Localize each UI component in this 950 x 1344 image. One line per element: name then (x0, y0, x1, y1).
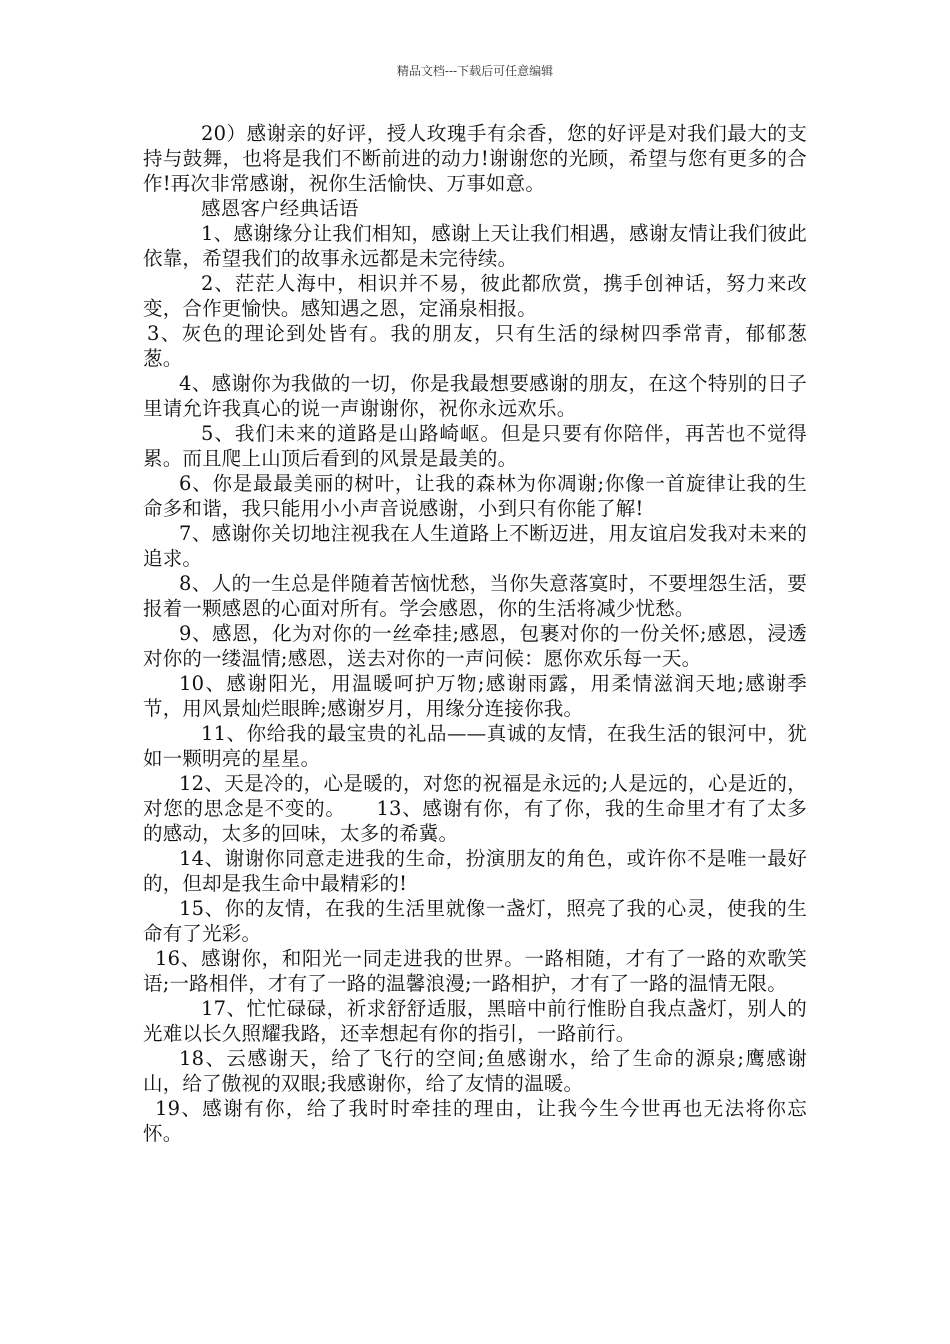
section-heading: 感恩客户经典话语 (201, 197, 359, 220)
paragraph-6: 6、你是最最美丽的树叶，让我的森林为你凋谢;你像一首旋律让我的生命多和谐，我只能用小小声音说感谢，小到只有你能了解! (143, 472, 807, 520)
paragraph-15: 15、你的友情，在我的生活里就像一盏灯，照亮了我的心灵，使我的生命有了光彩。 (143, 897, 807, 945)
paragraph-7: 7、感谢你关切地注视我在人生道路上不断迈进，用友谊启发我对未来的追求。 (143, 522, 807, 570)
paragraph-19: 19、感谢有你，给了我时时牵挂的理由，让我今生今世再也无法将你忘怀。 (143, 1097, 807, 1145)
paragraph-20: 20）感谢亲的好评，授人玫瑰手有余香，您的好评是对我们最大的支持与鼓舞，也将是我们不断前进的动力!谢谢您的光顾，希望与您有更多的合作!再次非常感谢，祝你生活愉快、万事如意。 (143, 122, 807, 195)
paragraph-3: 3、灰色的理论到处皆有。我的朋友，只有生活的绿树四季常青，郁郁葱葱。 (143, 322, 807, 370)
paragraph-9: 9、感恩，化为对你的一丝牵挂;感恩，包裹对你的一份关怀;感恩，浸透对你的一缕温情;感恩，送去对你的一声问候：愿你欢乐每一天。 (143, 622, 807, 670)
paragraph-18: 18、云感谢天，给了飞行的空间;鱼感谢水，给了生命的源泉;鹰感谢山，给了傲视的双眼;我感谢你，给了友情的温暖。 (143, 1047, 807, 1095)
paragraph-5: 5、我们未来的道路是山路崎岖。但是只要有你陪伴，再苦也不觉得累。而且爬上山顶后看到的风景是最美的。 (143, 422, 807, 470)
paragraph-1: 1、感谢缘分让我们相知，感谢上天让我们相遇，感谢友情让我们彼此依靠，希望我们的故事永远都是未完待续。 (143, 222, 807, 270)
paragraph-14: 14、谢谢你同意走进我的生命，扮演朋友的角色，或许你不是唯一最好的，但却是我生命中最精彩的! (143, 847, 807, 895)
paragraph-17: 17、忙忙碌碌，祈求舒舒适服，黑暗中前行惟盼自我点盏灯，别人的光难以长久照耀我路，还幸想起有你的指引，一路前行。 (143, 997, 807, 1045)
paragraph-16: 16、感谢你，和阳光一同走进我的世界。一路相随，才有了一路的欢歌笑语;一路相伴，才有了一路的温馨浪漫;一路相护，才有了一路的温情无限。 (143, 947, 807, 995)
paragraph-8: 8、人的一生总是伴随着苦恼忧愁，当你失意落寞时，不要埋怨生活，要报着一颗感恩的心面对所有。学会感恩，你的生活将减少忧愁。 (143, 572, 807, 620)
paragraph-11: 11、你给我的最宝贵的礼品——真诚的友情，在我生活的银河中，犹如一颗明亮的星星。 (143, 722, 807, 770)
page-header: 精品文档---下载后可任意编辑 (396, 64, 554, 78)
document-body (143, 121, 807, 1146)
paragraph-12-13: 12、天是冷的，心是暖的，对您的祝福是永远的;人是远的，心是近的，对您的思念是不变的。 13、感谢有你，有了你，我的生命里才有了太多的感动，太多的回味，太多的希冀。 (143, 772, 807, 845)
paragraph-4: 4、感谢你为我做的一切，你是我最想要感谢的朋友，在这个特别的日子里请允许我真心的说一声谢谢你，祝你永远欢乐。 (143, 372, 807, 420)
paragraph-2: 2、茫茫人海中，相识并不易，彼此都欣赏，携手创神话，努力来改变，合作更愉快。感知遇之恩，定涌泉相报。 (143, 272, 807, 320)
paragraph-10: 10、感谢阳光，用温暖呵护万物;感谢雨露，用柔情滋润天地;感谢季节，用风景灿烂眼眸;感谢岁月，用缘分连接你我。 (143, 672, 807, 720)
